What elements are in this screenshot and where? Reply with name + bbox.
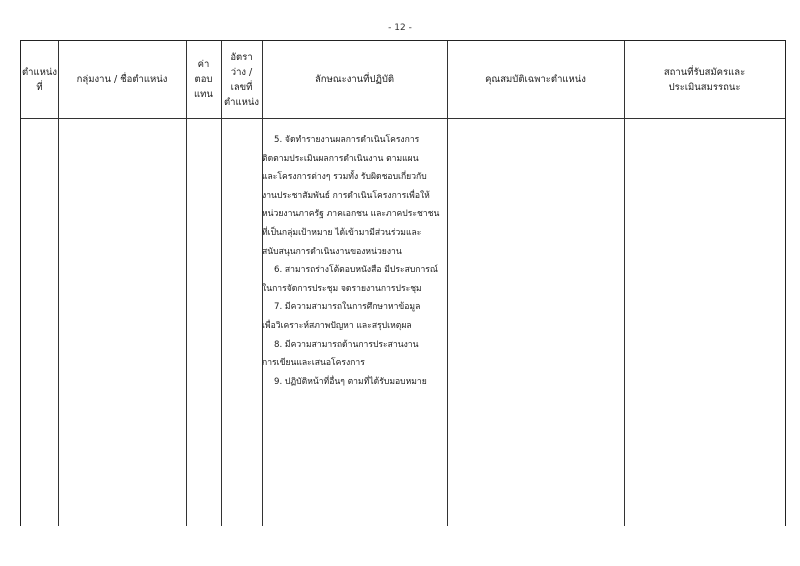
duty-line: 5. จัดทำรายงานผลการดำเนินโครงการ bbox=[274, 135, 420, 145]
duty-line: การเขียนและเสนอโครงการ bbox=[262, 358, 365, 369]
page-number: - 12 - bbox=[388, 23, 412, 33]
header-divider bbox=[21, 118, 785, 119]
duty-item bbox=[262, 131, 447, 261]
header-qualifications: คุณสมบัติเฉพาะตำแหน่ง bbox=[485, 74, 586, 85]
duties-list bbox=[262, 131, 447, 391]
header-compensation: ค่า ตอบ แทน bbox=[194, 59, 213, 100]
duty-item bbox=[262, 261, 447, 298]
header-group-position: กลุ่มงาน / ชื่อตำแหน่ง bbox=[76, 74, 168, 85]
duty-line: 8. มีความสามารถด้านการประสานงาน bbox=[274, 339, 419, 350]
duty-line: 6. สามารถร่างโต้ตอบหนังสือ มีประสบการณ์ bbox=[274, 265, 438, 276]
duty-line: หน่วยงานภาครัฐ ภาคเอกชน และภาคประชาชน bbox=[262, 209, 440, 220]
header-job-characteristics: ลักษณะงานที่ปฏิบัติ bbox=[314, 74, 395, 85]
duty-line: ในการจัดการประชุม จดรายงานการประชุม bbox=[262, 283, 422, 294]
header-vacancy-rate: อัตรา ว่าง / เลขที่ ตำแหน่ง bbox=[223, 51, 260, 108]
duty-item bbox=[262, 336, 447, 373]
duty-line: งานประชาสัมพันธ์ การดำเนินโครงการเพื่อให้ bbox=[262, 190, 430, 201]
header-position-no: ตำแหน่ง ที่ bbox=[21, 66, 58, 93]
duty-line: เพื่อวิเคราะห์สภาพปัญหา และสรุปเหตุผล bbox=[262, 320, 412, 331]
header-application-place: สถานที่รับสมัครและ ประเมินสมรรถนะ bbox=[663, 66, 746, 93]
duty-line: และโครงการต่างๆ รวมทั้ง รับผิดชอบเกี่ยวกับ bbox=[262, 172, 427, 183]
duty-line: ติดตามประเมินผลการดำเนินงาน ตามแผน bbox=[262, 153, 419, 164]
duty-line: 9. ปฏิบัติหน้าที่อื่นๆ ตามที่ได้รับมอบหมาย bbox=[274, 376, 427, 387]
job-table bbox=[20, 40, 786, 526]
duty-line: สนับสนุนการดำเนินงานของหน่วยงาน bbox=[262, 246, 402, 257]
duty-line: ที่เป็นกลุ่มเป้าหมาย ได้เข้ามามีส่วนร่วมและ bbox=[262, 227, 422, 238]
duty-item bbox=[262, 373, 447, 392]
duty-line: 7. มีความสามารถในการศึกษาหาข้อมูล bbox=[274, 302, 421, 313]
duty-item bbox=[262, 298, 447, 335]
